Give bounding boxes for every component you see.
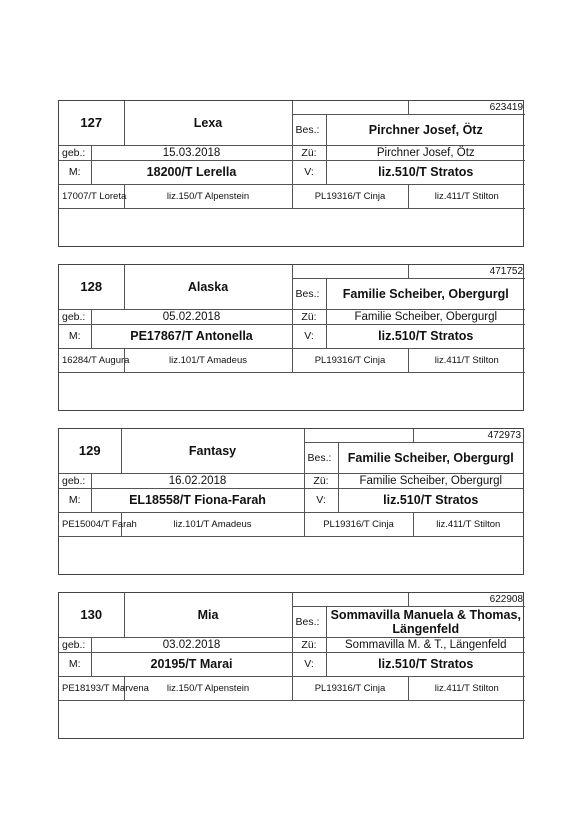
mother-value: 20195/T Marai	[91, 652, 292, 676]
animal-card	[58, 100, 524, 247]
father-value: liz.510/T Stratos	[326, 324, 525, 348]
pedigree-sire-sire: liz.411/T Stilton	[408, 184, 525, 208]
owner-label: Bes.:	[292, 606, 326, 637]
animal-name: Fantasy	[121, 429, 304, 473]
born-value: 16.02.2018	[91, 473, 304, 488]
breeder-value: Pirchner Josef, Ötz	[326, 145, 525, 160]
animal-number: 127	[59, 101, 124, 145]
mother-label: M:	[59, 488, 91, 512]
born-value: 05.02.2018	[91, 309, 292, 324]
owner-value: Pirchner Josef, Ötz	[326, 114, 525, 145]
mother-label: M:	[59, 652, 91, 676]
pedigree-dam-dam: 17007/T Loreta	[59, 184, 124, 208]
animal-card	[58, 428, 524, 575]
pedigree-dam-sire: liz.150/T Alpenstein	[124, 184, 292, 208]
breeder-value: Familie Scheiber, Obergurgl	[338, 473, 523, 488]
pedigree-sire-sire: liz.411/T Stilton	[413, 512, 523, 536]
breeder-label: Zü:	[304, 473, 338, 488]
mother-value: 18200/T Lerella	[91, 160, 292, 184]
pedigree-sire-sire: liz.411/T Stilton	[408, 676, 525, 700]
father-label: V:	[292, 160, 326, 184]
mother-value: PE17867/T Antonella	[91, 324, 292, 348]
owner-label: Bes.:	[292, 114, 326, 145]
animal-id: 471752	[408, 265, 525, 278]
animal-number: 128	[59, 265, 124, 309]
mother-label: M:	[59, 160, 91, 184]
father-value: liz.510/T Stratos	[338, 488, 523, 512]
pedigree-dam-dam: 16284/T Augura	[59, 348, 124, 372]
animal-card	[58, 592, 524, 739]
notes-area	[59, 208, 525, 246]
father-value: liz.510/T Stratos	[326, 652, 525, 676]
animal-number: 129	[59, 429, 121, 473]
father-label: V:	[292, 324, 326, 348]
pedigree-dam-dam: PE18193/T Marvena	[59, 676, 124, 700]
animal-name: Lexa	[124, 101, 292, 145]
born-label: geb.:	[59, 473, 91, 488]
animal-id: 622908	[408, 593, 525, 606]
owner-label: Bes.:	[292, 278, 326, 309]
animal-card	[58, 264, 524, 411]
notes-area	[59, 700, 525, 738]
owner-value: Sommavilla Manuela & Thomas, Längenfeld	[326, 606, 525, 637]
mother-label: M:	[59, 324, 91, 348]
animal-name: Alaska	[124, 265, 292, 309]
breeder-label: Zü:	[292, 145, 326, 160]
breeder-value: Sommavilla M. & T., Längenfeld	[326, 637, 525, 652]
notes-area	[59, 372, 525, 410]
breeder-value: Familie Scheiber, Obergurgl	[326, 309, 525, 324]
animal-number: 130	[59, 593, 124, 637]
born-label: geb.:	[59, 637, 91, 652]
pedigree-sire-dam: PL19316/T Cinja	[292, 184, 408, 208]
animal-id: 472973	[413, 429, 523, 442]
born-value: 03.02.2018	[91, 637, 292, 652]
owner-value: Familie Scheiber, Obergurgl	[338, 442, 523, 473]
father-value: liz.510/T Stratos	[326, 160, 525, 184]
pedigree-dam-sire: liz.150/T Alpenstein	[124, 676, 292, 700]
pedigree-sire-sire: liz.411/T Stilton	[408, 348, 525, 372]
animal-id: 623419	[408, 101, 525, 114]
born-label: geb.:	[59, 309, 91, 324]
born-value: 15.03.2018	[91, 145, 292, 160]
pedigree-dam-dam: PE15004/T Farah	[59, 512, 121, 536]
animal-name: Mia	[124, 593, 292, 637]
father-label: V:	[304, 488, 338, 512]
mother-value: EL18558/T Fiona-Farah	[91, 488, 304, 512]
pedigree-dam-sire: liz.101/T Amadeus	[121, 512, 304, 536]
breeder-label: Zü:	[292, 309, 326, 324]
pedigree-sire-dam: PL19316/T Cinja	[292, 676, 408, 700]
born-label: geb.:	[59, 145, 91, 160]
pedigree-sire-dam: PL19316/T Cinja	[304, 512, 413, 536]
notes-area	[59, 536, 523, 574]
father-label: V:	[292, 652, 326, 676]
breeder-label: Zü:	[292, 637, 326, 652]
owner-value: Familie Scheiber, Obergurgl	[326, 278, 525, 309]
pedigree-dam-sire: liz.101/T Amadeus	[124, 348, 292, 372]
pedigree-sire-dam: PL19316/T Cinja	[292, 348, 408, 372]
owner-label: Bes.:	[304, 442, 338, 473]
